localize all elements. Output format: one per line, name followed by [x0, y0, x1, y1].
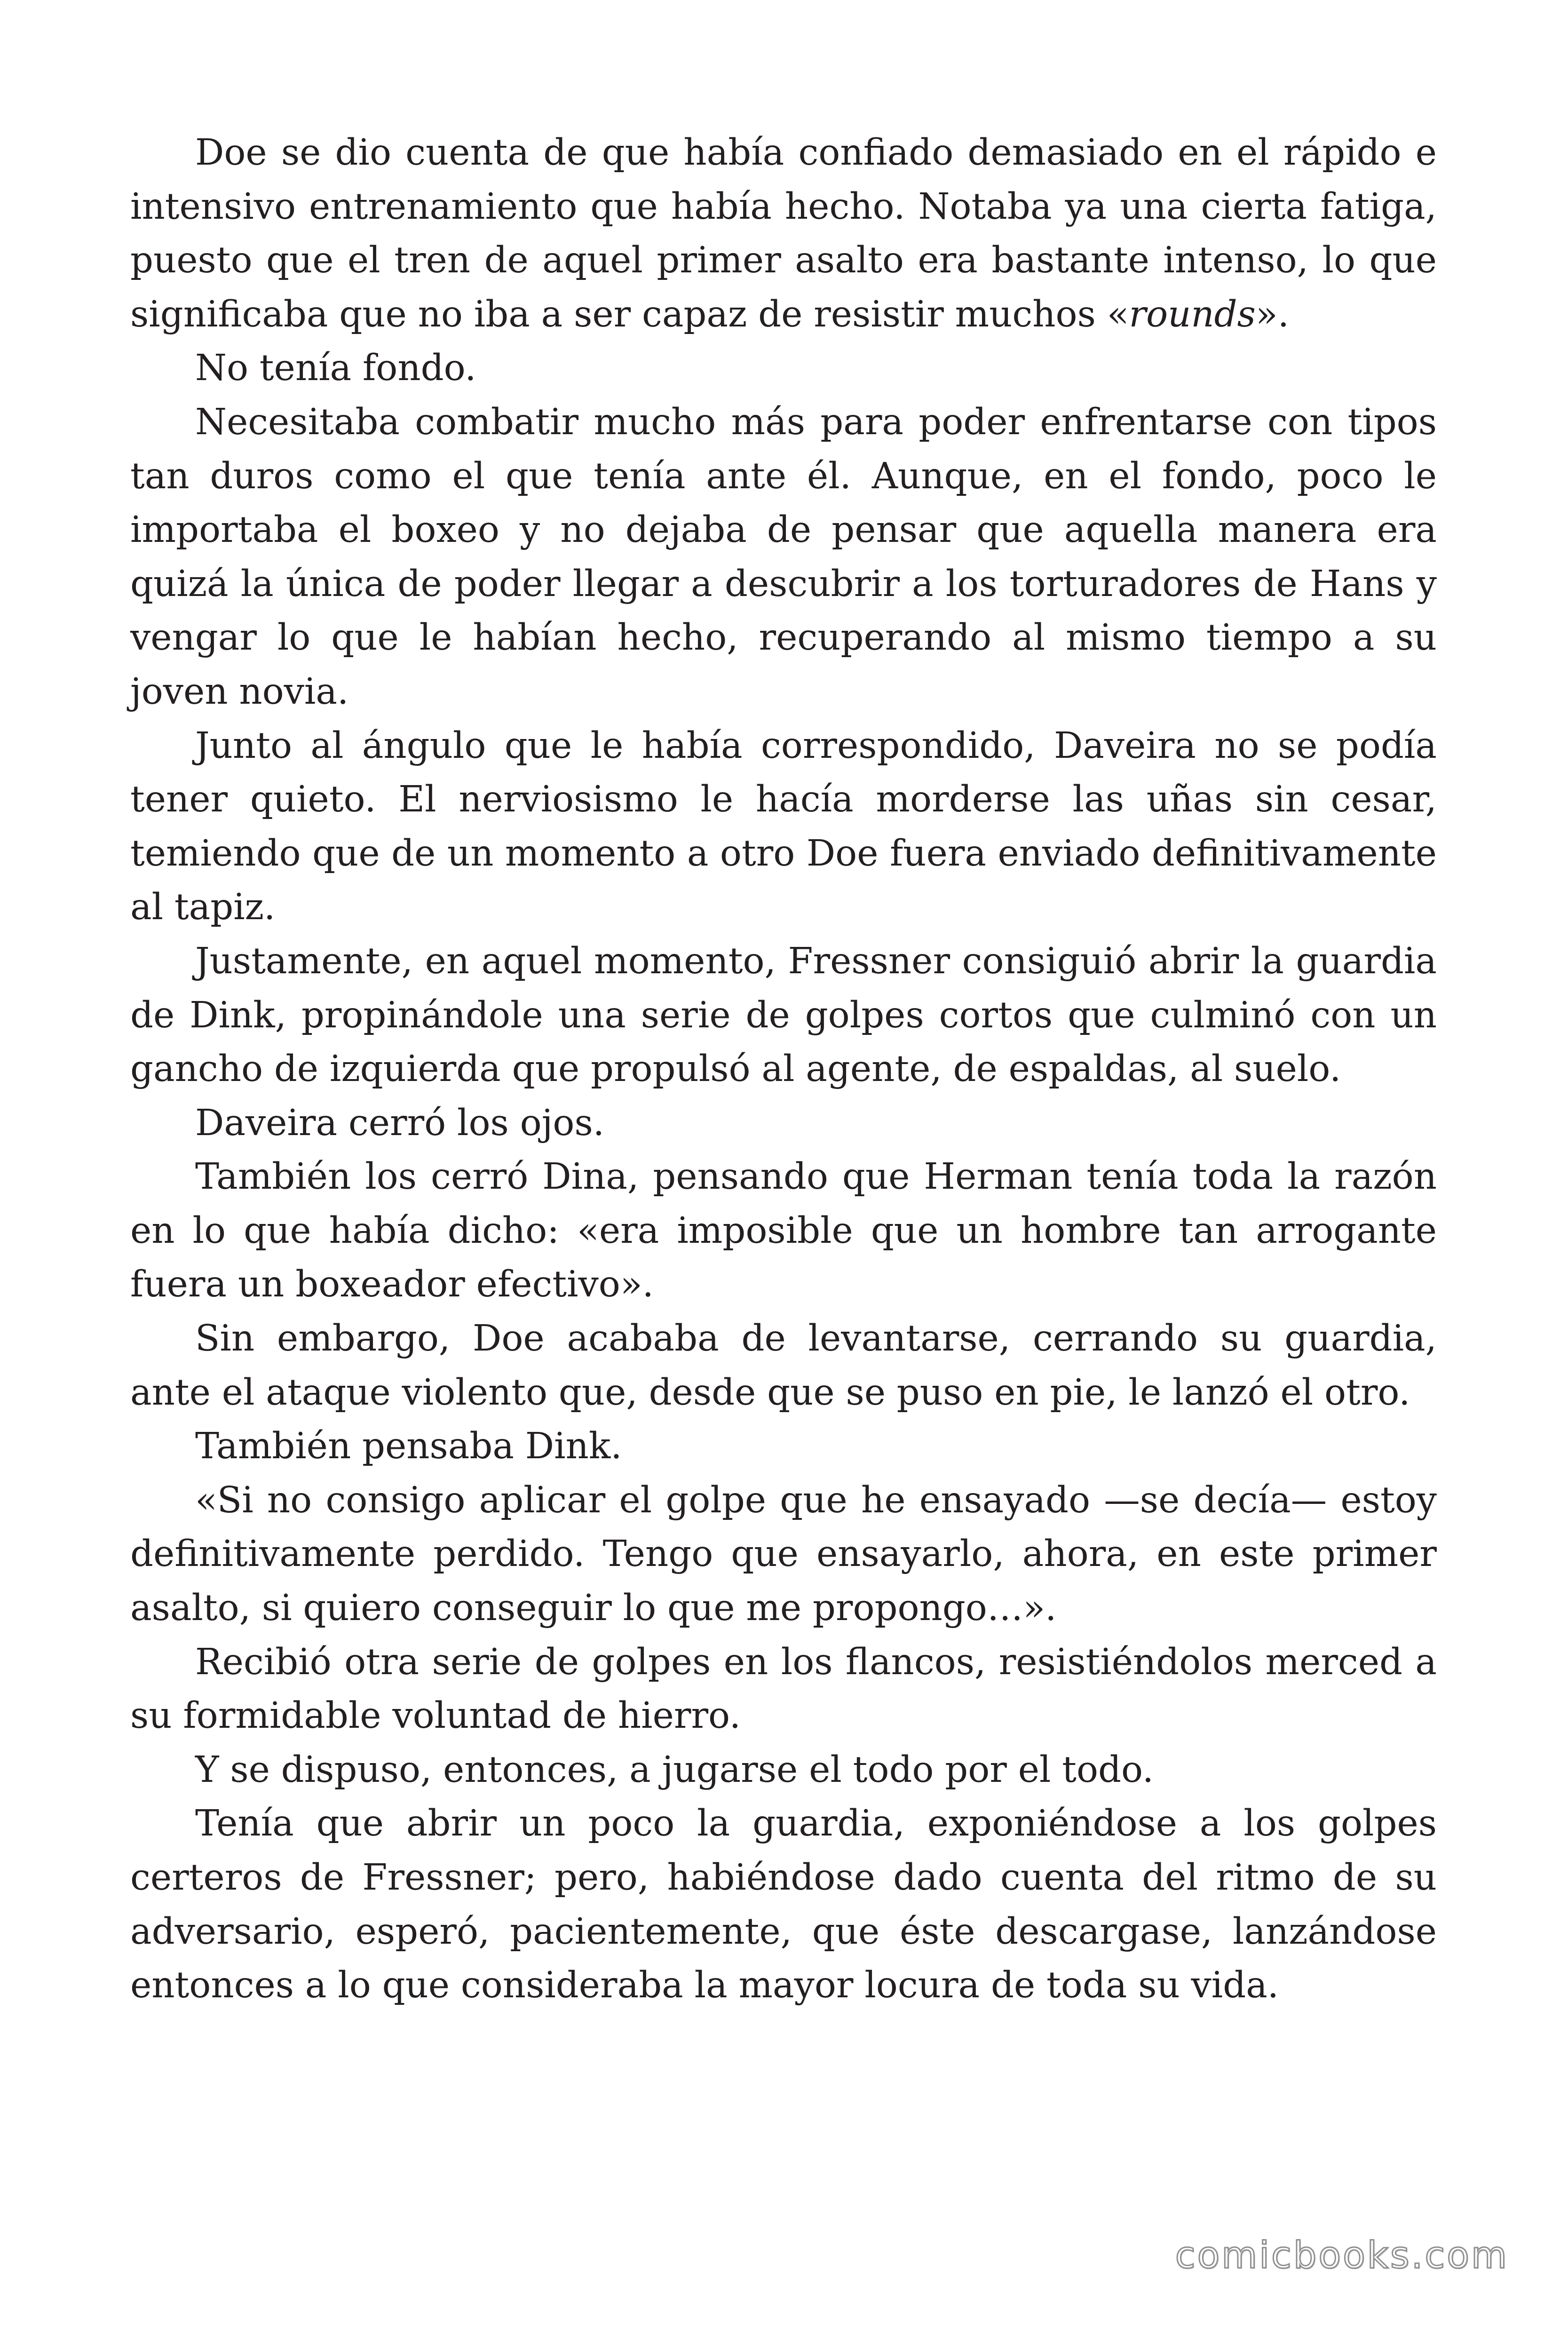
paragraph: «Si no consigo aplicar el golpe que he ensayado —se decía— estoy definitivamente perdido. Tengo que ensayarlo, ahora, en este primer asalto, si quiero conseguir lo que me propongo…». [130, 1479, 1437, 1629]
paragraph: Junto al ángulo que le había correspondido, Daveira no se podía tener quieto. El nerviosismo le hacía morderse las uñas sin cesar, temiendo que de un momento a otro Doe fuera enviado definitivamente al tapiz. [130, 724, 1437, 929]
paragraph: También pensaba Dink. [195, 1425, 622, 1468]
watermark: comicbooks.com [1175, 2234, 1509, 2277]
italic-term: rounds [1129, 293, 1256, 335]
paragraph: También los cerró Dina, pensando que Herman tenía toda la razón en lo que había dicho: «era imposible que un hombre tan arrogante fuera un boxeador efectivo». [130, 1156, 1437, 1306]
paragraph: Sin embargo, Doe acababa de levantarse, cerrando su guardia, ante el ataque violento que, desde que se puso en pie, le lanzó el otro. [130, 1318, 1437, 1414]
body-text [130, 126, 1437, 2013]
paragraph: Justamente, en aquel momento, Fressner consiguió abrir la guardia de Dink, propinándole una serie de golpes cortos que culminó con un gancho de izquierda que propulsó al agente, de espaldas, al suelo. [130, 940, 1437, 1090]
paragraph-text: Doe se dio cuenta de que había confiado demasiado en el rápido e intensivo entrenamiento que había hecho. Notaba ya una cierta fatiga, puesto que el tren de aquel primer asalto era bastante intenso, lo que significaba que no iba a ser capaz de resistir muchos [130, 132, 1437, 335]
paragraph: Daveira cerró los ojos. [195, 1102, 605, 1144]
paragraph: Tenía que abrir un poco la guardia, exponiéndose a los golpes certeros de Fressner; pero, habiéndose dado cuenta del ritmo de su adversario, esperó, pacientemente, que éste descargase, lanzándose entonces a lo que consideraba la mayor locura de toda su vida. [130, 1803, 1437, 2007]
quote-close: ». [1255, 293, 1290, 335]
paragraph: No tenía fondo. [195, 347, 476, 389]
paragraph: Recibió otra serie de golpes en los flancos, resistiéndolos merced a su formidable voluntad de hierro. [130, 1641, 1437, 1737]
quote-open: « [1107, 293, 1129, 335]
paragraph: Y se dispuso, entonces, a jugarse el todo por el todo. [195, 1748, 1154, 1791]
paragraph [130, 126, 1437, 342]
paragraph: Necesitaba combatir mucho más para poder enfrentarse con tipos tan duros como el que tenía ante él. Aunque, en el fondo, poco le importaba el boxeo y no dejaba de pensar que aquella manera era quizá la única de poder llegar a descubrir a los torturadores de Hans y vengar lo que le habían hecho, recuperando al mismo tiempo a su joven novia. [130, 401, 1437, 713]
